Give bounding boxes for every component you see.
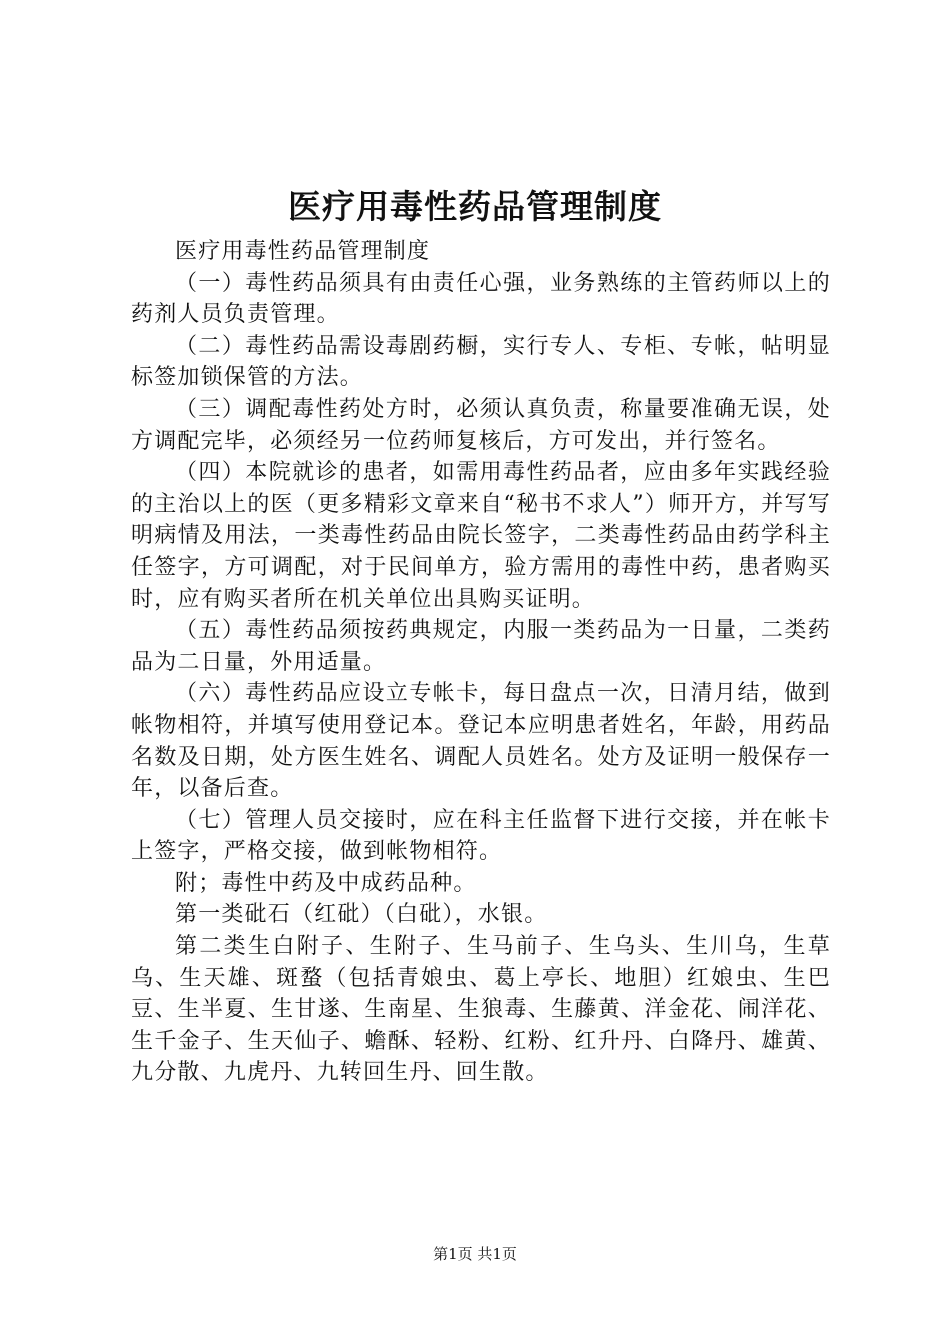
paragraph-item-5: （五）毒性药品须按药典规定，内服一类药品为一日量，二类药品为二日量，外用适量。 [131, 618, 831, 675]
paragraph-item-4: （四）本院就诊的患者，如需用毒性药品者，应由多年实践经验的主治以上的医（更多精彩文章来自“秘书不求人”）师开方，并写写明病情及用法，一类毒性药品由院长签字，二类毒性药品由药学科主任签字，方可调配，对于民间单方，验方需用的毒性中药，患者购买时，应有购买者所在机关单位出具购买证明。 [131, 460, 831, 612]
paragraph-class-2: 第二类生白附子、生附子、生马前子、生乌头、生川乌，生草乌、生天雄、斑蝥（包括青娘虫、葛上亭长、地胆）红娘虫、生巴豆、生半夏、生甘遂、生南星、生狼毒、生藤黄、洋金花、闹洋花、生千金子、生天仙子、蟾酥、轻粉、红粉、红升丹、白降丹、雄黄、九分散、九虎丹、九转回生丹、回生散。 [131, 934, 831, 1086]
paragraph-item-2: （二）毒性药品需设毒剧药橱，实行专人、专柜、专帐，帖明显标签加锁保管的方法。 [131, 333, 831, 391]
page-title: 医疗用毒性药品管理制度 [288, 187, 662, 226]
paragraph-item-1: （一）毒性药品须具有由责任心强，业务熟练的主管药师以上的药剂人员负责管理。 [131, 270, 831, 328]
paragraph-class-1: 第一类砒石（红砒）（白砒），水银。 [175, 902, 548, 928]
paragraph-heading: 医疗用毒性药品管理制度 [175, 239, 431, 264]
paragraph-item-7: （七）管理人员交接时，应在科主任监督下进行交接，并在帐卡上签字，严格交接，做到帐物相符。 [131, 807, 831, 865]
paragraph-item-6: （六）毒性药品应设立专帐卡，每日盘点一次，日清月结，做到帐物相符，并填写使用登记本。登记本应明患者姓名，年龄，用药品名数及日期，处方医生姓名、调配人员姓名。处方及证明一般保存一年，以备后查。 [131, 681, 831, 802]
page-footer: 第1页 共1页 [433, 1245, 517, 1263]
paragraph-item-3: （三）调配毒性药处方时，必须认真负责，称量要准确无误，处方调配完毕，必须经另一位药师复核后，方可发出，并行签名。 [131, 396, 831, 454]
document-body [131, 236, 831, 1089]
paragraph-appendix: 附；毒性中药及中成药品种。 [175, 870, 477, 896]
